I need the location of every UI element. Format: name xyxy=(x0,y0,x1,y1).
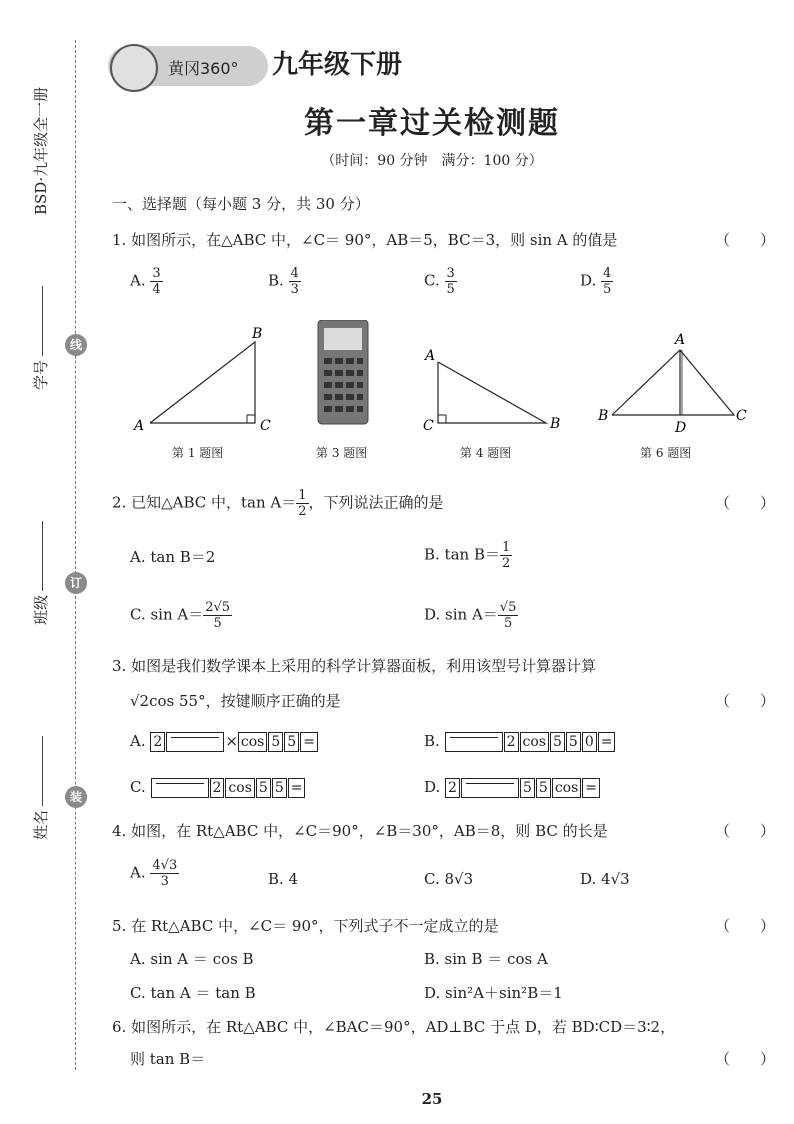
page-title: 第一章过关检测题 xyxy=(304,106,560,141)
svg-text:D: D xyxy=(675,420,687,436)
page-number: 25 xyxy=(421,1090,443,1108)
bind-mark: 订 xyxy=(65,572,87,594)
question-2: 2. 已知△ABC 中，tan A＝ $\frac{1}{2}$ ，下列说法正确的是 xyxy=(112,488,444,519)
section-heading: 一、选择题（每小题 3 分，共 30 分） xyxy=(112,195,370,213)
q3-option-d[interactable]: D. 2 5 5 cos = xyxy=(424,778,601,798)
answer-blank-4[interactable]: （ ） xyxy=(715,822,776,840)
sqrt-key xyxy=(151,778,209,798)
question-4: 4. 如图，在 Rt△ABC 中，∠C＝90°，∠B＝30°，AB＝8，则 BC 的长是 xyxy=(112,822,608,840)
q5-option-d[interactable]: D. sin²A＋sin²B＝1 xyxy=(424,984,563,1002)
q2-option-d[interactable]: D. sin A＝ $\frac{√5}{5}$ xyxy=(424,600,517,631)
figure-4-triangle xyxy=(423,348,560,434)
series-label: BSD·九年级全一册 xyxy=(32,86,50,215)
svg-text:C: C xyxy=(736,408,747,424)
q1-option-d[interactable]: D. $\frac{4}{5}$ xyxy=(580,266,612,297)
question-3-line-2: √2cos 55°，按键顺序正确的是 xyxy=(130,692,341,710)
q1-option-a[interactable]: A. $\frac{3}{4}$ xyxy=(130,266,161,297)
svg-text:C: C xyxy=(423,418,434,434)
sqrt-key xyxy=(166,732,224,752)
calculator-icon xyxy=(318,320,368,424)
svg-text:B: B xyxy=(252,326,263,342)
q4-option-c[interactable]: C. 8√3 xyxy=(424,870,474,888)
svg-text:B: B xyxy=(550,416,561,432)
q5-option-b[interactable]: B. sin B ＝ cos A xyxy=(424,950,548,968)
answer-blank-1[interactable]: （ ） xyxy=(715,231,776,249)
q1-option-c[interactable]: C. $\frac{3}{5}$ xyxy=(424,266,455,297)
answer-blank-6[interactable]: （ ） xyxy=(715,1050,776,1068)
answer-blank-2[interactable]: （ ） xyxy=(715,494,776,512)
line-mark: 线 xyxy=(65,334,87,356)
name-field[interactable]: 姓名 xyxy=(30,736,51,840)
svg-text:B: B xyxy=(598,408,609,424)
answer-blank-3[interactable]: （ ） xyxy=(715,692,776,710)
figure-1-triangle xyxy=(132,326,271,434)
svg-text:A: A xyxy=(425,348,436,364)
fold-mark: 装 xyxy=(65,786,87,808)
class-field[interactable]: 班级 xyxy=(30,521,51,625)
svg-text:A: A xyxy=(675,332,686,348)
caption-fig-3: 第 3 题图 xyxy=(316,446,368,460)
student-id-field[interactable]: 学号 xyxy=(30,286,51,390)
q4-option-a[interactable]: A. $\frac{4√3}{3}$ xyxy=(130,858,178,889)
sqrt-key xyxy=(445,732,503,752)
question-6-line-1: 6. 如图所示，在 Rt△ABC 中，∠BAC＝90°，AD⊥BC 于点 D，若 BD∶CD＝3∶2， xyxy=(112,1018,676,1036)
brand-name: 黄冈360° xyxy=(168,59,239,78)
q3-option-a[interactable]: A. 2 × cos 5 5 = xyxy=(130,732,319,752)
q2-option-c[interactable]: C. sin A＝ $\frac{2√5}{5}$ xyxy=(130,600,231,631)
grade-title: 九年级下册 xyxy=(272,50,403,80)
answer-blank-5[interactable]: （ ） xyxy=(715,917,776,935)
caption-fig-6: 第 6 题图 xyxy=(640,446,692,460)
q2-option-b[interactable]: B. tan B＝ $\frac{1}{2}$ xyxy=(424,540,511,571)
caption-fig-4: 第 4 题图 xyxy=(460,446,512,460)
q2-option-a[interactable]: A. tan B＝2 xyxy=(130,548,216,566)
q3-option-b[interactable]: B. 2 cos 5 5 0 = xyxy=(424,732,616,752)
q4-option-b[interactable]: B. 4 xyxy=(268,870,299,888)
figures-row xyxy=(120,320,780,440)
question-5: 5. 在 Rt△ABC 中，∠C＝ 90°，下列式子不一定成立的是 xyxy=(112,917,499,935)
caption-fig-1: 第 1 题图 xyxy=(172,446,224,460)
q3-option-c[interactable]: C. 2 cos 5 5 = xyxy=(130,778,306,798)
q5-option-c[interactable]: C. tan A ＝ tan B xyxy=(130,984,256,1002)
q4-option-d[interactable]: D. 4√3 xyxy=(580,870,630,888)
binding-line xyxy=(75,40,76,1070)
figure-6-triangle xyxy=(597,332,747,436)
question-3-line-1: 3. 如图是我们数学课本上采用的科学计算器面板，利用该型号计算器计算 xyxy=(112,657,597,675)
q1-option-b[interactable]: B. $\frac{4}{3}$ xyxy=(268,266,299,297)
q5-option-a[interactable]: A. sin A ＝ cos B xyxy=(130,950,254,968)
exam-info: （时间：90 分钟 满分：100 分） xyxy=(321,153,543,169)
question-6-line-2: 则 tan B＝ xyxy=(130,1050,206,1068)
svg-text:A: A xyxy=(134,418,145,434)
mascot-icon xyxy=(110,44,158,92)
svg-text:C: C xyxy=(260,418,271,434)
question-1: 1. 如图所示，在△ABC 中，∠C＝ 90°，AB＝5，BC＝3，则 sin A 的值是 xyxy=(112,231,618,249)
sqrt-key xyxy=(461,778,519,798)
